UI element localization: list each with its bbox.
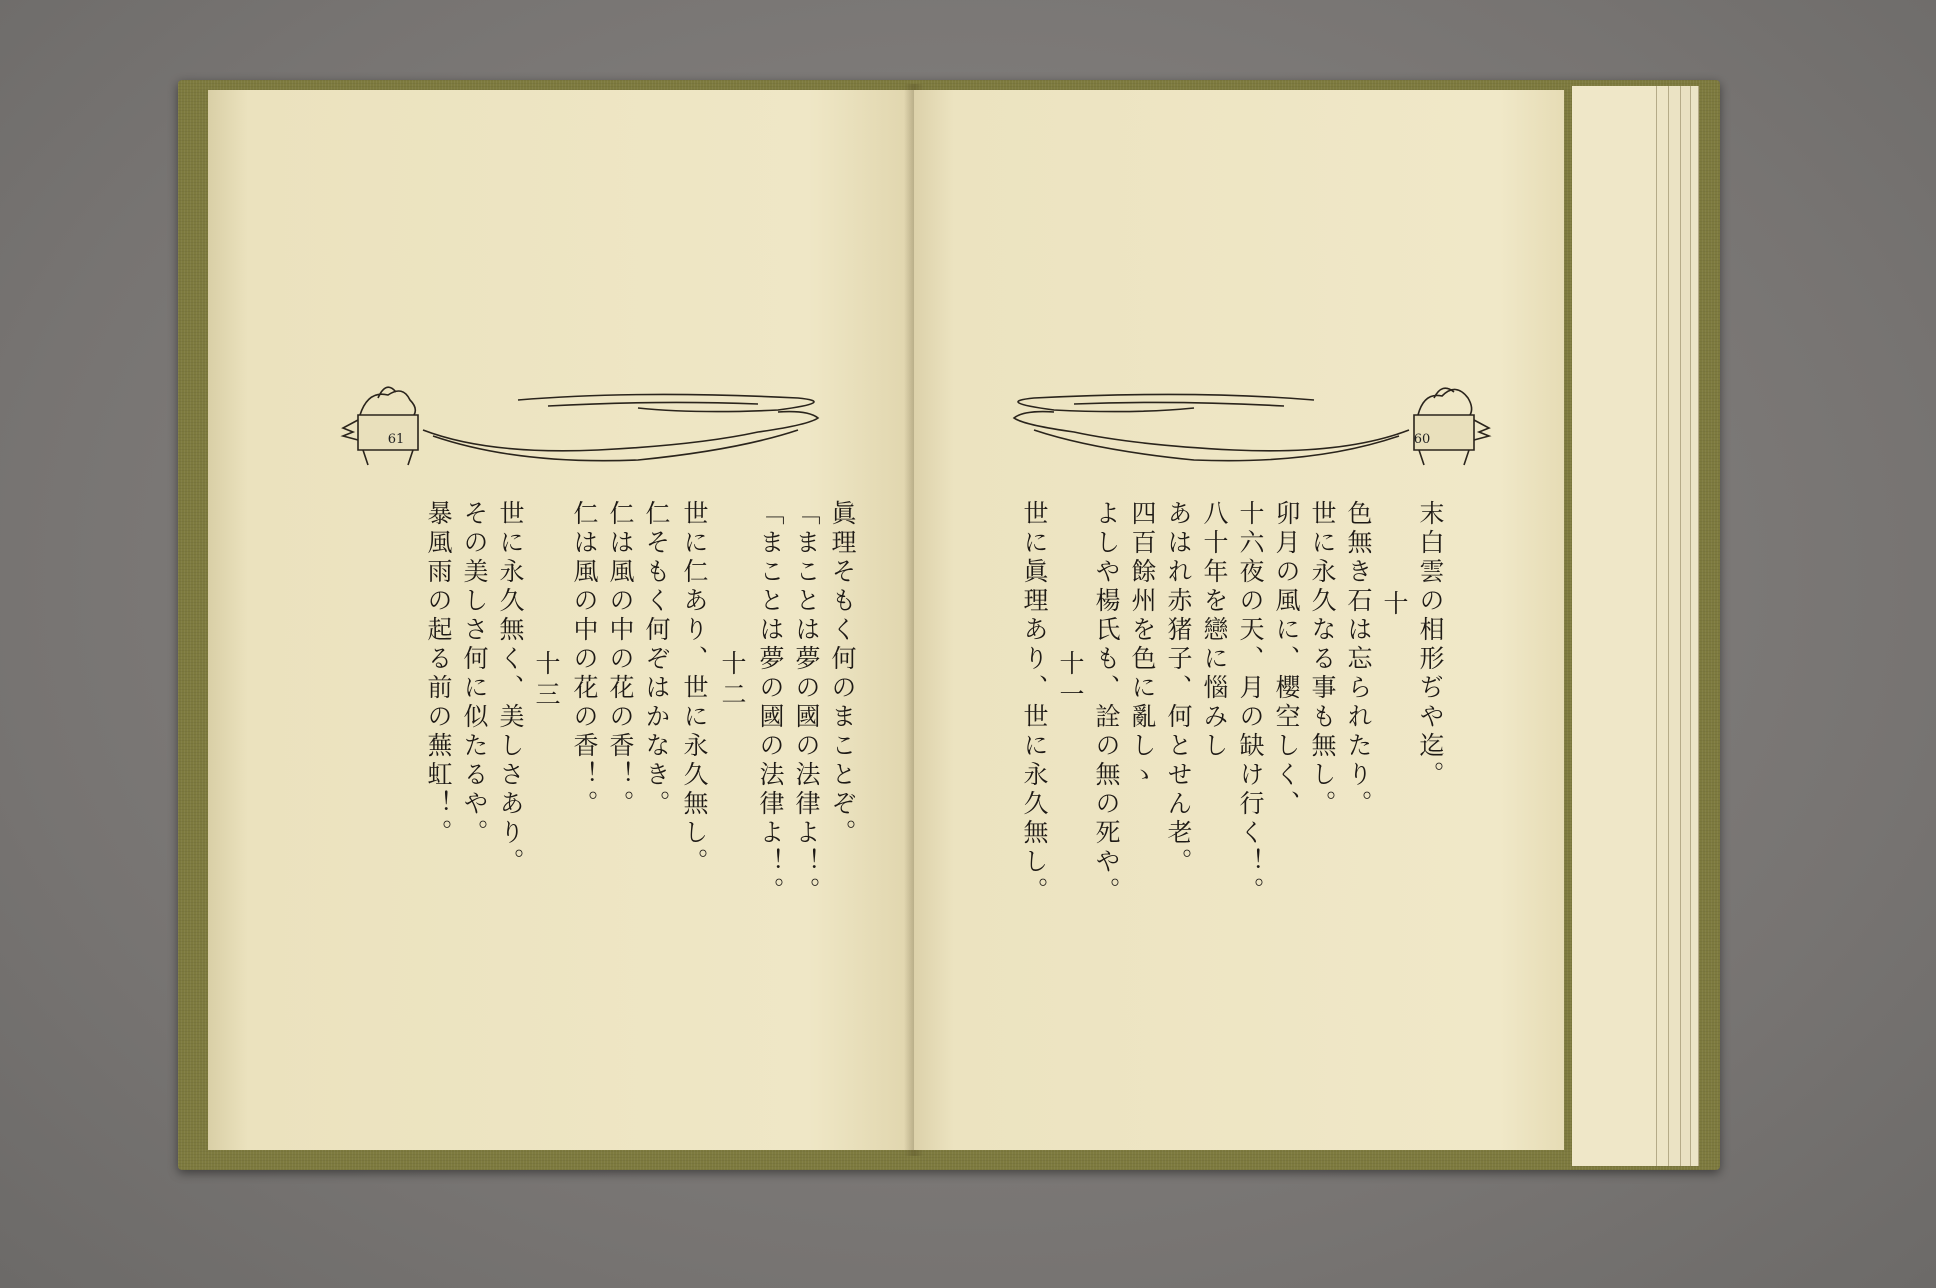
left-col-8: 仁は風の中の花の香！。 <box>570 500 599 819</box>
right-heading-11: 十一 <box>1056 650 1085 712</box>
left-page-number: 61 <box>387 432 405 447</box>
left-col-1: 眞理そもく何のまことぞ。 <box>828 500 857 848</box>
left-col-3: 「まことは夢の國の法律よ！。 <box>756 500 785 906</box>
right-heading-10: 十 <box>1380 590 1409 621</box>
right-col-10: よしや楊氏も、詮の無の死や。 <box>1092 500 1121 906</box>
right-col-1: 末白雲の相形ぢや迄。 <box>1416 500 1445 790</box>
right-cloud-ornament <box>934 370 1494 480</box>
right-col-4: 世に永久なる事も無し。 <box>1308 500 1337 819</box>
left-col-5: 世に仁あり、世に永久無し。 <box>680 500 709 877</box>
left-page <box>208 90 914 1150</box>
right-col-3: 色無き石は忘られたり。 <box>1344 500 1373 819</box>
left-col-2: 「まことは夢の國の法律よ！。 <box>792 500 821 906</box>
left-heading-13: 十三 <box>532 650 561 712</box>
left-col-7: 仁は風の中の花の香！。 <box>606 500 635 819</box>
page-stack-edge <box>1572 86 1702 1166</box>
right-col-9: 四百餘州を色に亂しゝ <box>1128 500 1157 790</box>
right-col-7: 八十年を戀に惱みし <box>1200 500 1229 761</box>
left-cloud-ornament <box>338 370 898 480</box>
left-heading-12: 十二 <box>718 650 747 712</box>
right-col-6: 十六夜の天、月の缺け行く！。 <box>1236 500 1265 906</box>
right-col-12: 世に眞理あり、世に永久無し。 <box>1020 500 1049 906</box>
left-col-11: その美しさ何に似たるや。 <box>460 500 489 848</box>
left-col-6: 仁そもく何ぞはかなき。 <box>642 500 671 819</box>
right-col-8: あはれ赤猪子、何とせん老。 <box>1164 500 1193 877</box>
right-page <box>914 90 1564 1150</box>
page-edge <box>1572 86 1657 1166</box>
right-page-number: 60 <box>1413 432 1431 447</box>
left-col-10: 世に永久無く、美しさあり。 <box>496 500 525 877</box>
right-col-5: 卯月の風に、櫻空しく、 <box>1272 500 1301 819</box>
left-col-12: 暴風雨の起る前の蕪虹！。 <box>424 500 453 848</box>
